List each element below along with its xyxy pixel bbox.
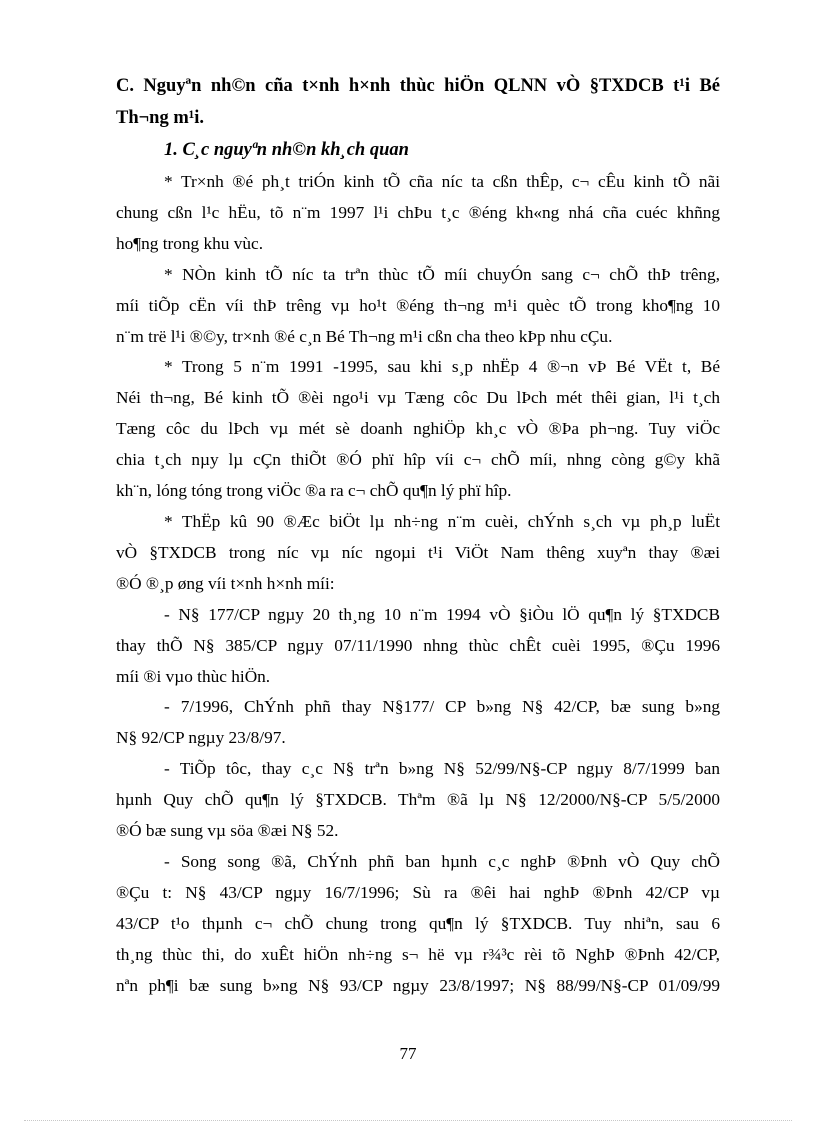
section-heading-line-1: C. Nguyªn nh©n cña t×nh h×nh thùc hiÖn QLNN vÒ §TXDCB t¹i Bé bbox=[116, 76, 720, 96]
paragraph-line: * ThËp kû 90 ®Æc biÖt lµ nh÷ng n¨m cuèi, chÝnh s¸ch vµ ph¸p luËt bbox=[164, 511, 720, 531]
body-text bbox=[116, 70, 720, 1001]
paragraph-line: nªn ph¶i bæ sung b»ng N§ 93/CP ngµy 23/8/1997; N§ 88/99/N§-CP 01/09/99 bbox=[116, 975, 720, 995]
paragraph-line: thay thÕ N§ 385/CP ngµy 07/11/1990 nhng thùc chÊt cuèi 1995, ®Çu 1996 bbox=[116, 635, 720, 655]
paragraph-line: Néi th¬ng, Bé kinh tÕ ®èi ngo¹i vµ Tæng côc Du lÞch mét thêi gian, l¹i t¸ch bbox=[116, 388, 720, 408]
paragraph-line: 43/CP t¹o thµnh c¬ chÕ chung trong qu¶n lý §TXDCB. Tuy nhiªn, sau 6 bbox=[116, 913, 720, 933]
paragraph-line: - N§ 177/CP ngµy 20 th¸ng 10 n¨m 1994 vÒ §iÒu lÖ qu¶n lý §TXDCB bbox=[164, 604, 720, 624]
paragraph-line: n¨m trë l¹i ®©y, tr×nh ®é c¸n Bé Th¬ng m¹i cßn cha theo kÞp nhu cÇu. bbox=[116, 326, 613, 346]
paragraph-line: * NÒn kinh tÕ níc ta trªn thùc tÕ míi chuyÓn sang c¬ chÕ thÞ trêng, bbox=[164, 264, 720, 284]
paragraph-line: míi ®i vµo thùc hiÖn. bbox=[116, 666, 271, 686]
paragraph-line: ®Ó ®¸p øng víi t×nh h×nh míi: bbox=[116, 573, 335, 593]
paragraph-line: ®Çu t: N§ 43/CP ngµy 16/7/1996; Sù ra ®êi hai nghÞ ®Þnh 42/CP vµ bbox=[116, 882, 720, 902]
paragraph-line: kh¨n, lóng tóng trong viÖc ®a ra c¬ chÕ qu¶n lý phï hîp. bbox=[116, 481, 512, 501]
paragraph-line: míi tiÕp cËn víi thÞ trêng vµ ho¹t ®éng th¬ng m¹i quèc tÕ trong kho¶ng 10 bbox=[116, 295, 720, 315]
footer-divider bbox=[24, 1120, 792, 1121]
paragraph-line: - 7/1996, ChÝnh phñ thay N§177/ CP b»ng N§ 42/CP, bæ sung b»ng bbox=[164, 697, 720, 717]
section-heading-line-2: Th¬ng m¹i. bbox=[116, 108, 205, 128]
paragraph-line: hµnh Quy chÕ qu¶n lý §TXDCB. Thªm ®ã lµ N§ 12/2000/N§-CP 5/5/2000 bbox=[116, 790, 720, 810]
paragraph-line: ho¶ng trong khu vùc. bbox=[116, 233, 264, 253]
paragraph-line: - TiÕp tôc, thay c¸c N§ trªn b»ng N§ 52/99/N§-CP ngµy 8/7/1999 ban bbox=[164, 759, 720, 779]
paragraph-line: chia t¸ch nµy lµ cÇn thiÕt ®Ó phï hîp víi c¬ chÕ míi, nhng còng g©y khã bbox=[116, 450, 720, 470]
paragraph-line: N§ 92/CP ngµy 23/8/97. bbox=[116, 728, 286, 748]
paragraph-line: chung cßn l¹c hËu, tõ n¨m 1997 l¹i chÞu t¸c ®éng kh«ng nhá cña cuéc khñng bbox=[116, 202, 720, 222]
paragraph-line: * Trong 5 n¨m 1991 -1995, sau khi s¸p nhËp 4 ®¬n vÞ Bé VËt t, Bé bbox=[164, 357, 720, 377]
paragraph-line: - Song song ®ã, ChÝnh phñ ban hµnh c¸c nghÞ ®Þnh vÒ Quy chÕ bbox=[164, 851, 720, 871]
page-number: 77 bbox=[399, 1044, 417, 1063]
paragraph-line: Tæng côc du lÞch vµ mét sè doanh nghiÖp kh¸c vÒ ®Þa ph¬ng. Tuy viÖc bbox=[116, 419, 720, 439]
paragraph-line: ®Ó bæ sung vµ söa ®æi N§ 52. bbox=[116, 821, 339, 841]
paragraph-line: th¸ng thùc thi, do xuÊt hiÖn nh÷ng s¬ hë vµ r¾³c rèi tõ NghÞ ®Þnh 42/CP, bbox=[116, 944, 720, 964]
paragraph-line: vÒ §TXDCB trong níc vµ níc ngoµi t¹i ViÖt Nam thêng xuyªn thay ®æi bbox=[116, 542, 720, 562]
subsection-heading: 1. C¸c nguyªn nh©n kh¸ch quan bbox=[164, 140, 409, 160]
paragraph-line: * Tr×nh ®é ph¸t triÓn kinh tÕ cña níc ta cßn thÊp, c¬ cÊu kinh tÕ nãi bbox=[164, 172, 720, 191]
